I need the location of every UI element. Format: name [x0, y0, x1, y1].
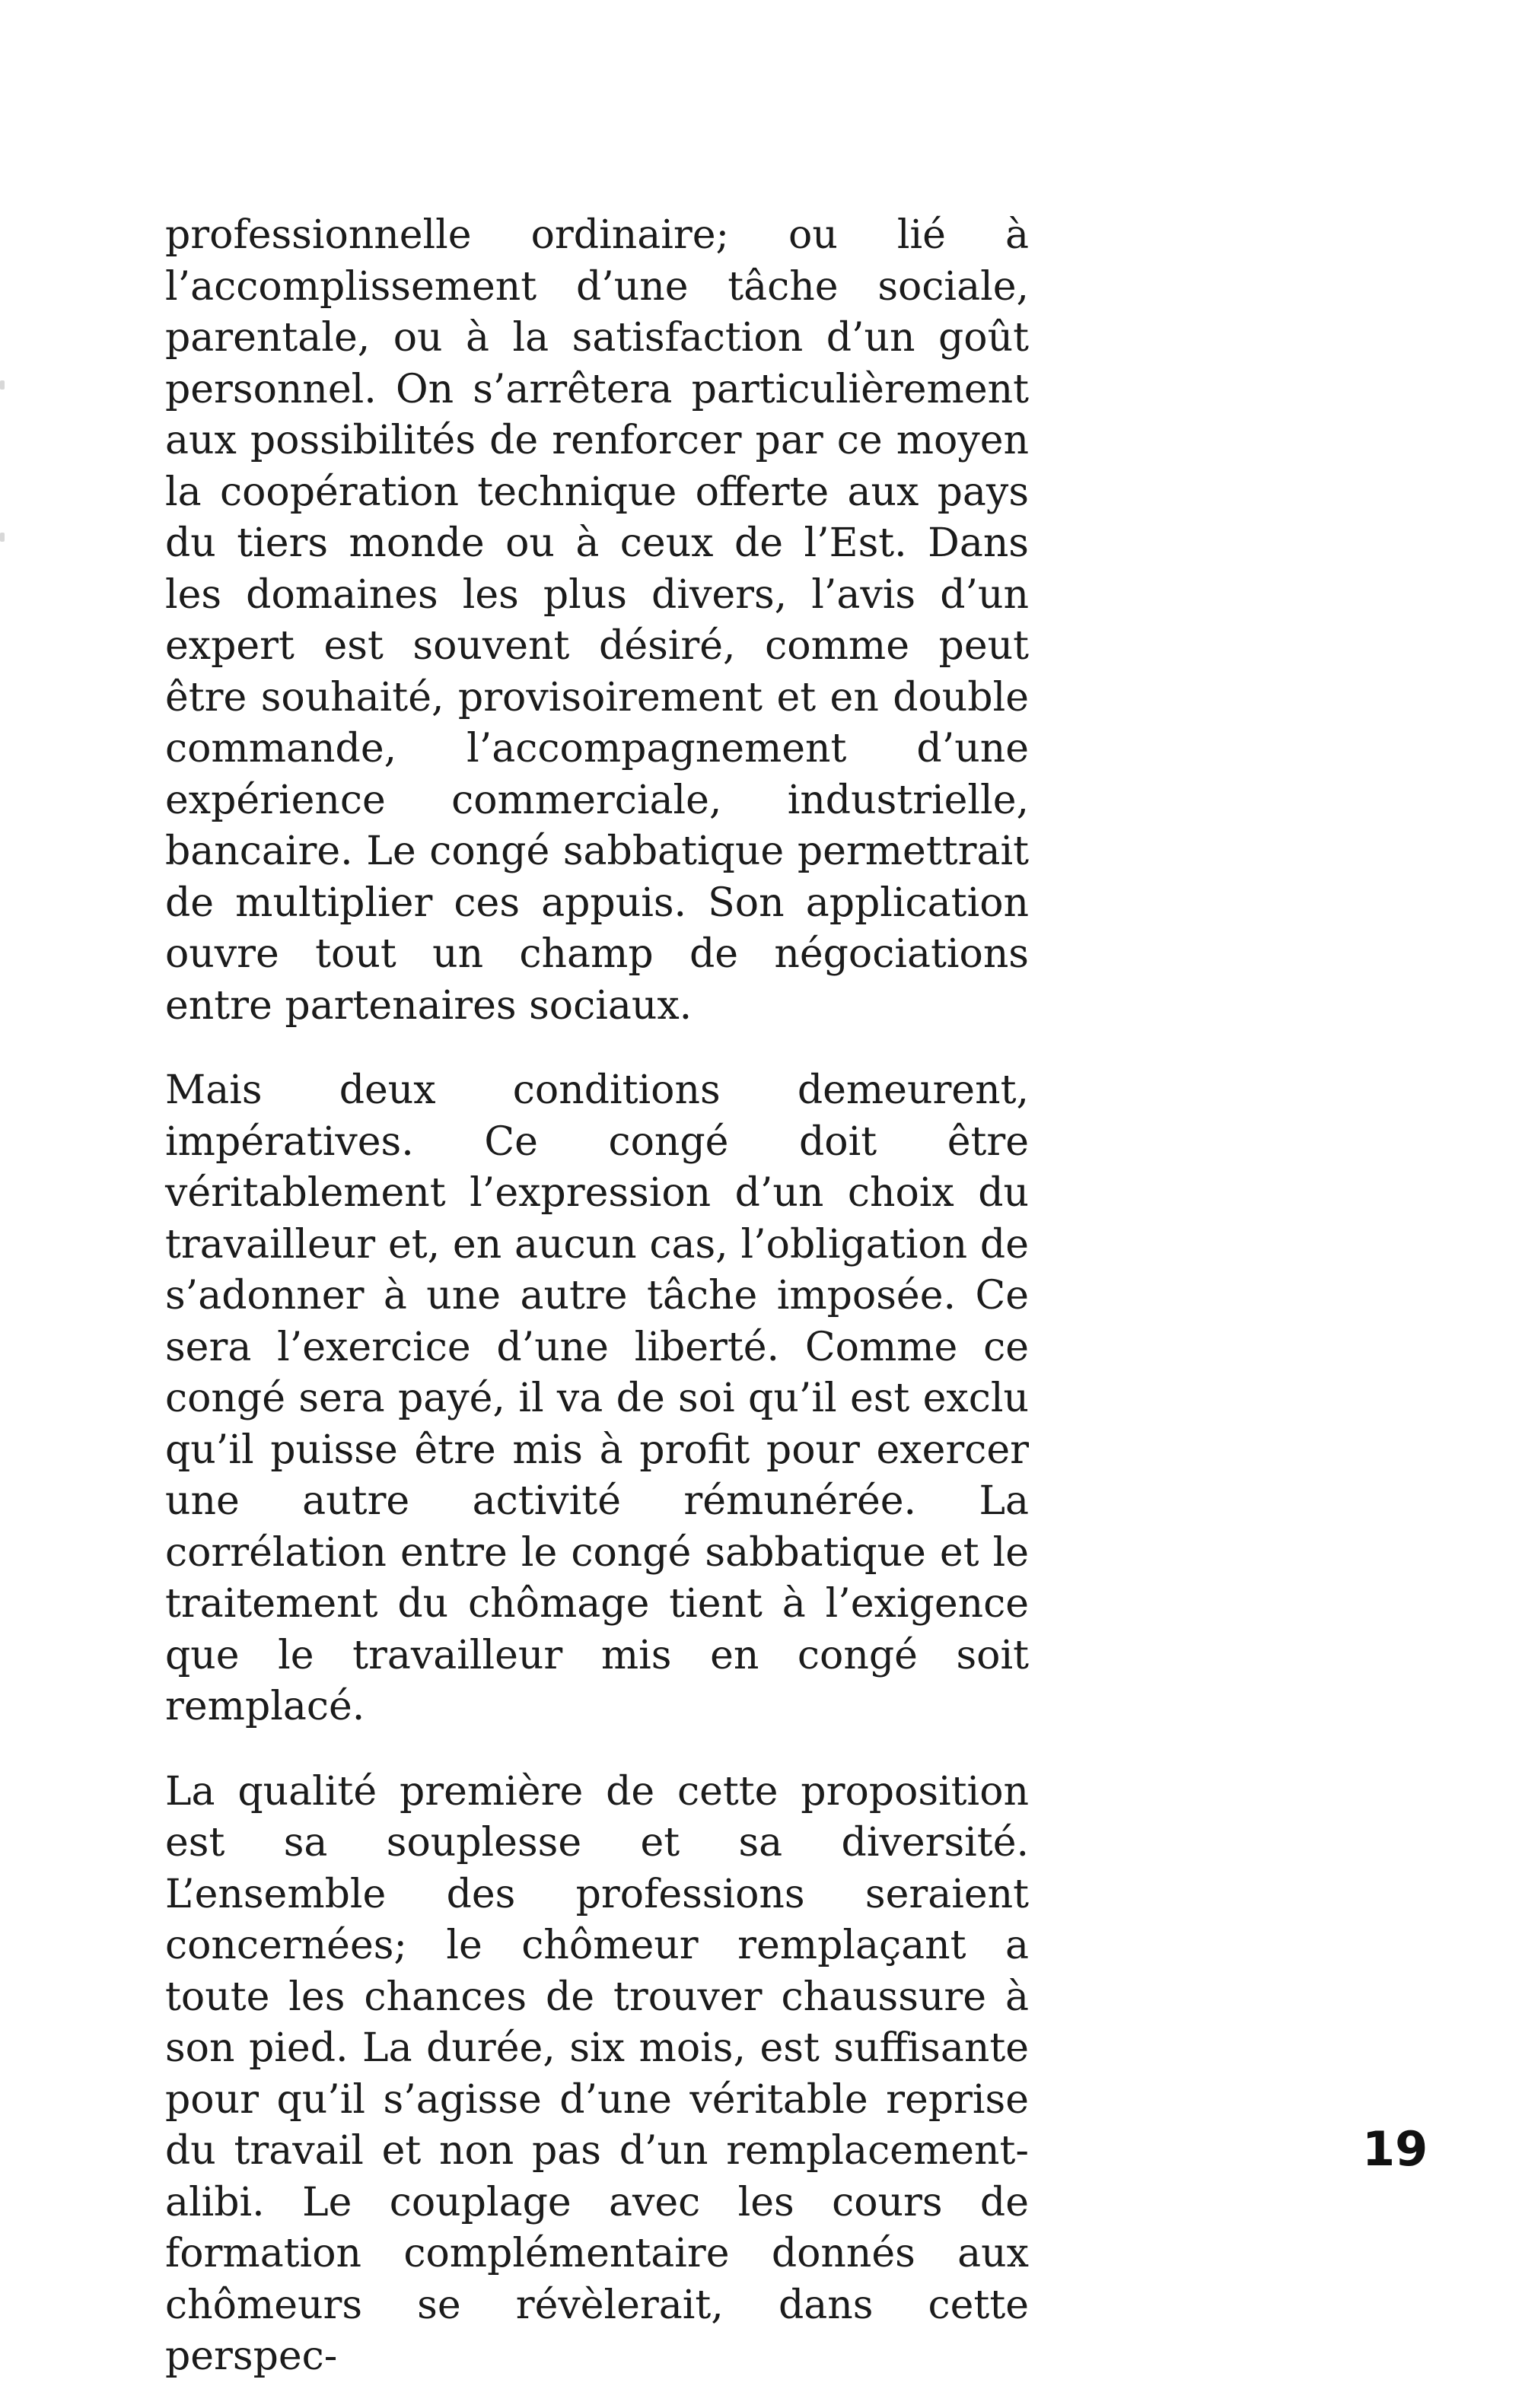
paragraph-3: La qualité première de cette proposition est sa souplesse et sa diversité. L’ensemble des professions seraient concernées; le chômeur remplaçant a toute les chances de trouver chaussure à son pied. La durée, six mois, est suffisante pour qu’il s’agisse d’une véritable reprise du travail et non pas d’un remplacement-alibi. Le couplage avec les cours de formation complémentaire donnés aux chômeurs se révèlerait, dans cette perspec- — [165, 1768, 1029, 2379]
text-column — [165, 210, 1029, 2383]
page-number: 19 — [1362, 2121, 1428, 2177]
paragraph-2: Mais deux conditions demeurent, impératives. Ce congé doit être véritablement l’expression d’un choix du travailleur et, en aucun cas, l’obligation de s’adonner à une autre tâche imposée. Ce sera l’exercice d’une liberté. Comme ce congé sera payé, il va de soi qu’il est exclu qu’il puisse être mis à profit pour exercer une autre activité rémunérée. La corrélation entre le congé sabbatique et le traitement du chômage tient à l’exigence que le travailleur mis en congé soit remplacé. — [165, 1067, 1029, 1729]
margin-mark — [0, 533, 5, 542]
margin-mark — [0, 380, 5, 390]
paragraph-1: professionnelle ordinaire; ou lié à l’accomplissement d’une tâche sociale, parentale, ou à la satisfaction d’un goût personnel. On s’arrêtera particulièrement aux possibilités de renforcer par ce moyen la coopération technique offerte aux pays du tiers monde ou à ceux de l’Est. Dans les domaines les plus divers, l’avis d’un expert est souvent désiré, comme peut être souhaité, provisoirement et en double commande, l’accompagnement d’une expérience commerciale, industrielle, bancaire. Le congé sabbatique permettrait de multiplier ces appuis. Son application ouvre tout un champ de négociations entre partenaires sociaux. — [165, 212, 1029, 1029]
